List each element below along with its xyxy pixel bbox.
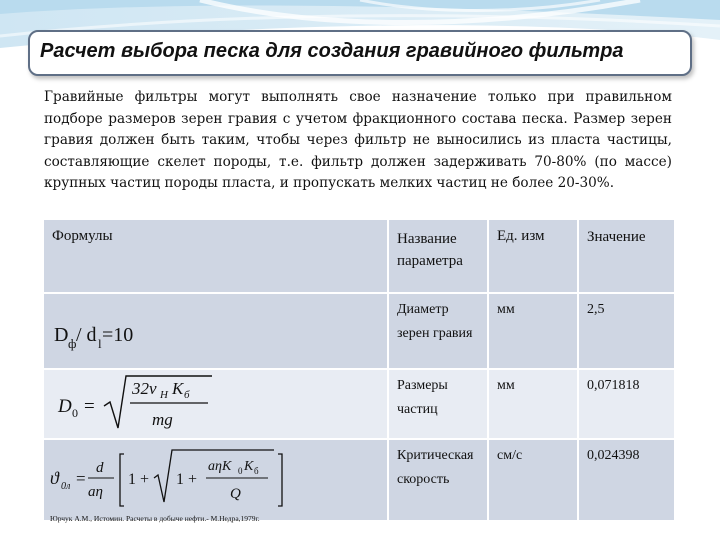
header-value: Значение (579, 220, 674, 292)
svg-text:H: H (160, 389, 168, 401)
svg-text:0: 0 (238, 466, 243, 476)
param-name-1: Диаметр зерен гравия (389, 294, 487, 368)
svg-text:0л: 0л (61, 481, 71, 492)
svg-text:/ d: / d (76, 324, 97, 346)
unit-1: мм (489, 294, 577, 368)
svg-text:d: d (96, 460, 104, 476)
svg-text:aηK: aηK (208, 459, 232, 474)
svg-text:б: б (254, 466, 259, 476)
svg-text:aη: aη (88, 484, 103, 500)
header-unit: Ед. изм (489, 220, 577, 292)
svg-text:ϑ: ϑ (50, 468, 59, 488)
header-formulas: Формулы (44, 220, 387, 292)
reference-citation: Юрчук А.М., Истомин. Расчеты в добыче нефти.- М.Недра,1979г. (50, 514, 260, 523)
svg-text:1 +: 1 + (128, 471, 150, 488)
svg-text:K: K (172, 379, 184, 398)
formula-particle-size (44, 370, 387, 438)
title-box (28, 30, 692, 76)
svg-text:Q: Q (230, 486, 241, 502)
svg-text:=10: =10 (102, 324, 134, 346)
value-3: 0,024398 (579, 440, 674, 520)
svg-text:1 +: 1 + (176, 471, 198, 488)
svg-text:32ν: 32ν (132, 379, 157, 398)
formula-critical-velocity (44, 440, 387, 520)
parameters-table (44, 220, 674, 520)
formula-cell-3 (44, 440, 387, 520)
svg-text:0: 0 (72, 406, 78, 420)
unit-2: мм (489, 370, 577, 438)
svg-text:D: D (58, 396, 72, 417)
unit-3: см/с (489, 440, 577, 520)
page-title: Расчет выбора песка для создания гравийного фильтра (40, 40, 624, 62)
formula-cell-2 (44, 370, 387, 438)
svg-text:l: l (98, 336, 102, 351)
formula-ratio (44, 294, 387, 368)
svg-text:D: D (54, 324, 69, 346)
svg-text:=: = (76, 469, 86, 488)
header-param-name: Название параметра (389, 220, 487, 292)
svg-text:б: б (184, 389, 190, 401)
param-name-3: Критическая скорость (389, 440, 487, 520)
svg-text:ф: ф (68, 336, 77, 351)
formula-cell-1 (44, 294, 387, 368)
value-2: 0,071818 (579, 370, 674, 438)
svg-text:=: = (84, 396, 95, 417)
intro-paragraph: Гравийные фильтры могут выполнять свое назначение только при правильном подборе размеров зерен гравия с учетом фракционного состава песка. Размер зерен гравия должен быть таким, чтобы через фильтр не выносились из пласта частицы, составляющие скелет породы, т.е. фильтр должен задерживать 70-80% (по массе) крупных частиц породы пласта, и пропускать мелких частиц не более 20-30%. (44, 89, 672, 191)
param-name-2: Размеры частиц (389, 370, 487, 438)
svg-text:mg: mg (152, 410, 173, 429)
value-1: 2,5 (579, 294, 674, 368)
svg-text:K: K (244, 459, 254, 474)
